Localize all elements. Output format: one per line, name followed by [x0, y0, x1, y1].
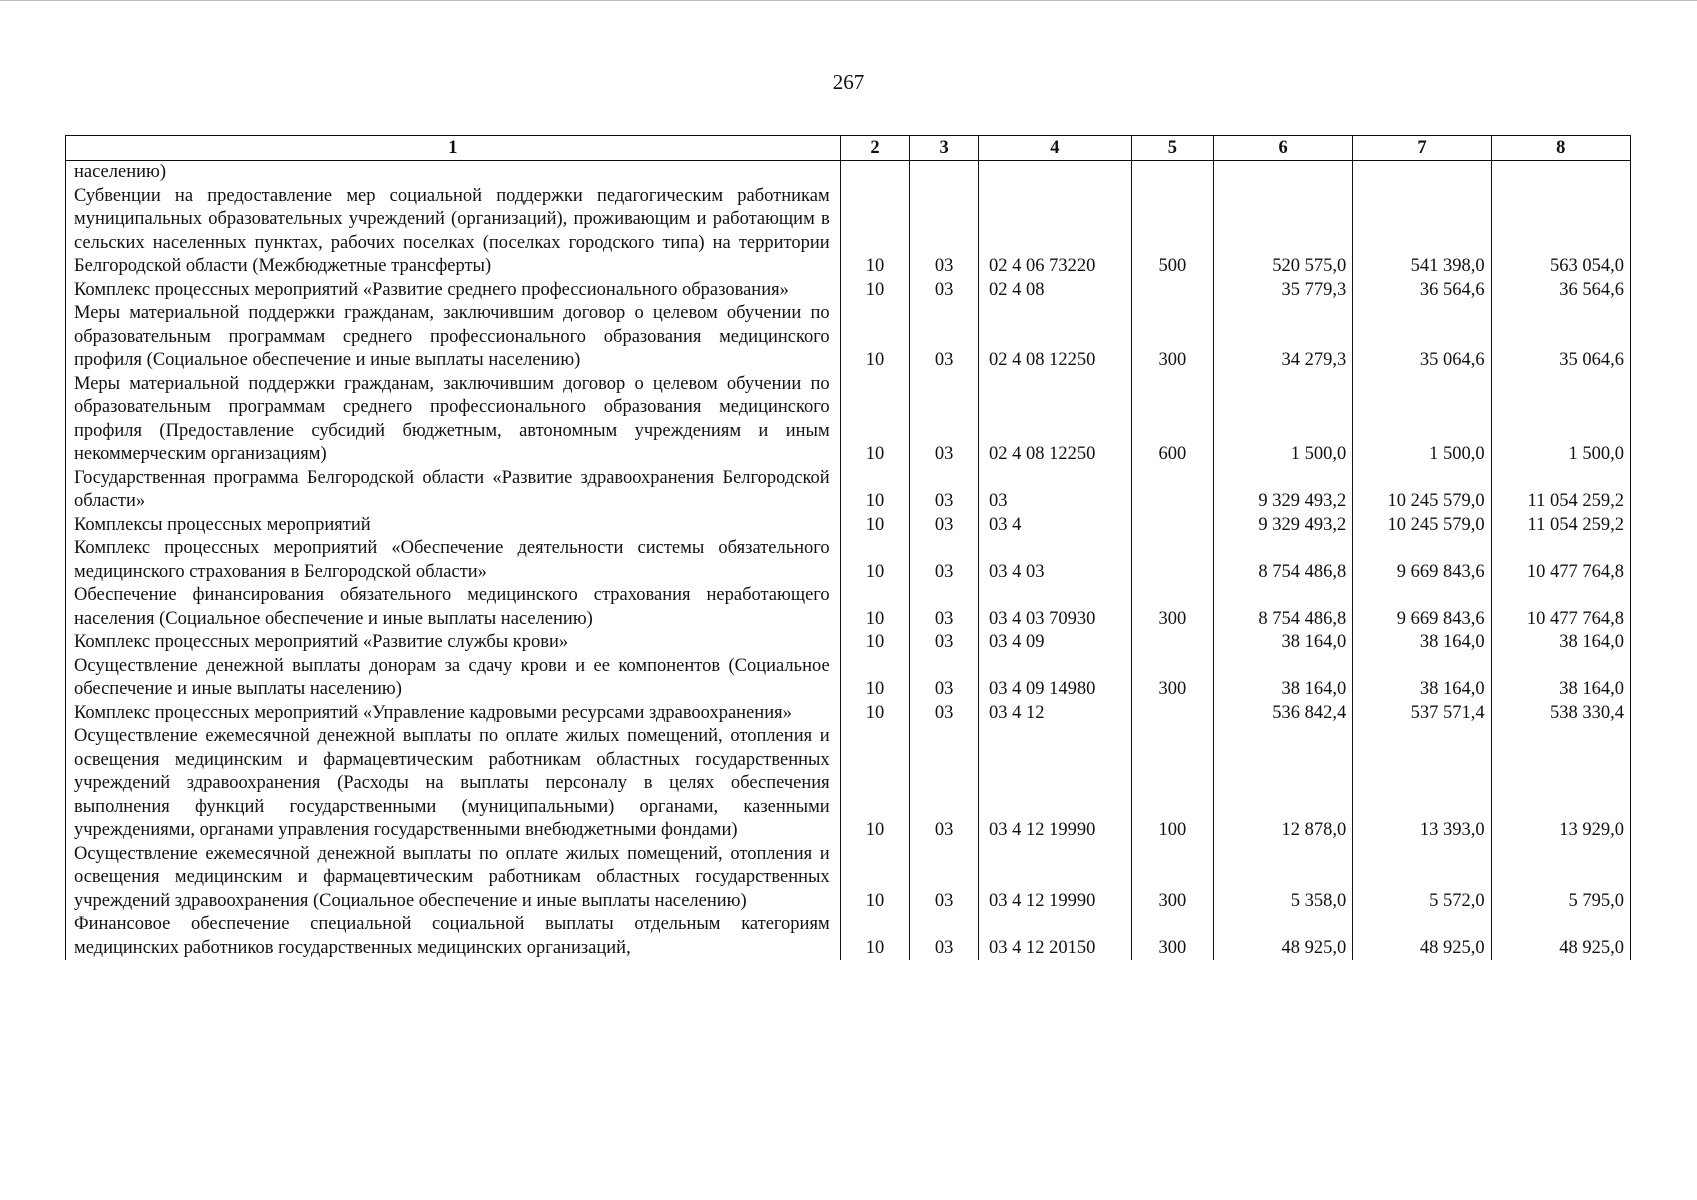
subsection-code: 03 [910, 702, 979, 726]
amount-year-1: 9 329 493,2 [1213, 514, 1352, 538]
subsection-code [910, 161, 979, 185]
section-code: 10 [840, 373, 910, 467]
table-row [66, 373, 1631, 467]
table-body [66, 161, 1631, 961]
amount-year-3 [1491, 161, 1630, 185]
target-article-code: 02 4 08 12250 [978, 373, 1131, 467]
subsection-code: 03 [910, 302, 979, 373]
amount-year-3: 48 925,0 [1491, 913, 1630, 960]
amount-year-2 [1353, 161, 1491, 185]
row-description: Финансовое обеспечение специальной социальной выплаты отдельным категориям медицинских работников государственных медицинских организаций, [66, 913, 841, 960]
amount-year-1: 8 754 486,8 [1213, 537, 1352, 584]
column-header: 1 [66, 136, 841, 161]
header-row [66, 136, 1631, 161]
table-row [66, 302, 1631, 373]
target-article-code [978, 161, 1131, 185]
row-description: Комплекс процессных мероприятий «Развитие среднего профессионального образования» [66, 279, 841, 303]
column-header: 3 [910, 136, 979, 161]
amount-year-3: 11 054 259,2 [1491, 514, 1630, 538]
table-row [66, 514, 1631, 538]
subsection-code: 03 [910, 843, 979, 914]
table-row [66, 702, 1631, 726]
target-article-code: 02 4 06 73220 [978, 185, 1131, 279]
section-code: 10 [840, 631, 910, 655]
budget-table [65, 135, 1631, 960]
subsection-code: 03 [910, 514, 979, 538]
table-row [66, 537, 1631, 584]
target-article-code: 03 4 12 [978, 702, 1131, 726]
target-article-code: 03 4 09 14980 [978, 655, 1131, 702]
section-code: 10 [840, 843, 910, 914]
section-code: 10 [840, 514, 910, 538]
amount-year-1 [1213, 161, 1352, 185]
amount-year-1: 34 279,3 [1213, 302, 1352, 373]
subsection-code: 03 [910, 537, 979, 584]
amount-year-3: 13 929,0 [1491, 725, 1630, 843]
row-description: Обеспечение финансирования обязательного медицинского страхования неработающего населения (Социальное обеспечение и иные выплаты населению) [66, 584, 841, 631]
amount-year-3: 10 477 764,8 [1491, 537, 1630, 584]
amount-year-2: 541 398,0 [1353, 185, 1491, 279]
section-code: 10 [840, 725, 910, 843]
target-article-code: 03 4 09 [978, 631, 1131, 655]
table-row [66, 467, 1631, 514]
page-number: 267 [832, 70, 865, 94]
target-article-code: 02 4 08 12250 [978, 302, 1131, 373]
section-code: 10 [840, 655, 910, 702]
subsection-code: 03 [910, 185, 979, 279]
row-description: Комплекс процессных мероприятий «Обеспечение деятельности системы обязательного медицинского страхования в Белгородской области» [66, 537, 841, 584]
row-description: Субвенции на предоставление мер социальной поддержки педагогическим работникам муниципальных образовательных учреждений (организаций), проживающим и работающим в сельских населенных пунктах, рабочих поселках (поселках городского типа) на территории Белгородской области (Межбюджетные трансферты) [66, 185, 841, 279]
row-description: Комплекс процессных мероприятий «Развитие службы крови» [66, 631, 841, 655]
amount-year-1: 5 358,0 [1213, 843, 1352, 914]
amount-year-2: 38 164,0 [1353, 655, 1491, 702]
amount-year-2: 35 064,6 [1353, 302, 1491, 373]
expense-type-code: 500 [1131, 185, 1213, 279]
target-article-code: 03 4 12 19990 [978, 843, 1131, 914]
amount-year-3: 538 330,4 [1491, 702, 1630, 726]
column-header: 5 [1131, 136, 1213, 161]
subsection-code: 03 [910, 655, 979, 702]
section-code: 10 [840, 279, 910, 303]
amount-year-1: 9 329 493,2 [1213, 467, 1352, 514]
section-code: 10 [840, 185, 910, 279]
amount-year-3: 38 164,0 [1491, 631, 1630, 655]
table-row [66, 655, 1631, 702]
target-article-code: 03 [978, 467, 1131, 514]
table-row [66, 725, 1631, 843]
expense-type-code [1131, 161, 1213, 185]
expense-type-code [1131, 537, 1213, 584]
subsection-code: 03 [910, 279, 979, 303]
row-description: Осуществление денежной выплаты донорам за сдачу крови и ее компонентов (Социальное обеспечение и иные выплаты населению) [66, 655, 841, 702]
expense-type-code: 300 [1131, 584, 1213, 631]
target-article-code: 02 4 08 [978, 279, 1131, 303]
amount-year-2: 10 245 579,0 [1353, 514, 1491, 538]
amount-year-2: 13 393,0 [1353, 725, 1491, 843]
section-code: 10 [840, 467, 910, 514]
amount-year-3: 36 564,6 [1491, 279, 1630, 303]
amount-year-1: 12 878,0 [1213, 725, 1352, 843]
subsection-code: 03 [910, 631, 979, 655]
amount-year-1: 38 164,0 [1213, 655, 1352, 702]
expense-type-code: 300 [1131, 913, 1213, 960]
amount-year-1: 8 754 486,8 [1213, 584, 1352, 631]
row-description: Комплекс процессных мероприятий «Управление кадровыми ресурсами здравоохранения» [66, 702, 841, 726]
table-row [66, 631, 1631, 655]
section-code: 10 [840, 702, 910, 726]
table-row [66, 913, 1631, 960]
page-top-edge [0, 0, 1697, 1]
target-article-code: 03 4 12 20150 [978, 913, 1131, 960]
row-description: Комплексы процессных мероприятий [66, 514, 841, 538]
section-code: 10 [840, 302, 910, 373]
amount-year-2: 1 500,0 [1353, 373, 1491, 467]
section-code: 10 [840, 537, 910, 584]
amount-year-2: 36 564,6 [1353, 279, 1491, 303]
column-header: 7 [1353, 136, 1491, 161]
section-code [840, 161, 910, 185]
expense-type-code: 100 [1131, 725, 1213, 843]
column-header: 2 [840, 136, 910, 161]
table-row [66, 279, 1631, 303]
table-row [66, 161, 1631, 185]
amount-year-2: 9 669 843,6 [1353, 537, 1491, 584]
amount-year-3: 5 795,0 [1491, 843, 1630, 914]
amount-year-3: 38 164,0 [1491, 655, 1630, 702]
amount-year-1: 35 779,3 [1213, 279, 1352, 303]
expense-type-code [1131, 279, 1213, 303]
table-row [66, 185, 1631, 279]
section-code: 10 [840, 584, 910, 631]
amount-year-3: 35 064,6 [1491, 302, 1630, 373]
subsection-code: 03 [910, 373, 979, 467]
expense-type-code: 300 [1131, 843, 1213, 914]
amount-year-3: 11 054 259,2 [1491, 467, 1630, 514]
amount-year-2: 5 572,0 [1353, 843, 1491, 914]
expense-type-code [1131, 467, 1213, 514]
expense-type-code: 300 [1131, 302, 1213, 373]
table-row [66, 843, 1631, 914]
expense-type-code [1131, 631, 1213, 655]
amount-year-1: 48 925,0 [1213, 913, 1352, 960]
amount-year-3: 10 477 764,8 [1491, 584, 1630, 631]
amount-year-2: 537 571,4 [1353, 702, 1491, 726]
row-description: Государственная программа Белгородской области «Развитие здравоохранения Белгородской области» [66, 467, 841, 514]
amount-year-3: 563 054,0 [1491, 185, 1630, 279]
subsection-code: 03 [910, 467, 979, 514]
target-article-code: 03 4 03 [978, 537, 1131, 584]
amount-year-2: 10 245 579,0 [1353, 467, 1491, 514]
column-header: 4 [978, 136, 1131, 161]
target-article-code: 03 4 [978, 514, 1131, 538]
row-description: Осуществление ежемесячной денежной выплаты по оплате жилых помещений, отопления и освещения медицинским и фармацевтическим работникам областных государственных учреждений здравоохранения (Расходы на выплаты персоналу в целях обеспечения выполнения функций государственными (муниципальными) органами, казенными учреждениями, органами управления государственными внебюджетными фондами) [66, 725, 841, 843]
amount-year-1: 520 575,0 [1213, 185, 1352, 279]
amount-year-1: 1 500,0 [1213, 373, 1352, 467]
expense-type-code [1131, 702, 1213, 726]
row-description: Меры материальной поддержки гражданам, заключившим договор о целевом обучении по образовательным программам среднего профессионального образования медицинского профиля (Социальное обеспечение и иные выплаты населению) [66, 302, 841, 373]
amount-year-2: 38 164,0 [1353, 631, 1491, 655]
amount-year-2: 48 925,0 [1353, 913, 1491, 960]
row-description: Осуществление ежемесячной денежной выплаты по оплате жилых помещений, отопления и освещения медицинским и фармацевтическим работникам областных государственных учреждений здравоохранения (Социальное обеспечение и иные выплаты населению) [66, 843, 841, 914]
target-article-code: 03 4 03 70930 [978, 584, 1131, 631]
row-description: Меры материальной поддержки гражданам, заключившим договор о целевом обучении по образовательным программам среднего профессионального образования медицинского профиля (Предоставление субсидий бюджетным, автономным учреждениям и иным некоммерческим организациям) [66, 373, 841, 467]
amount-year-2: 9 669 843,6 [1353, 584, 1491, 631]
amount-year-1: 38 164,0 [1213, 631, 1352, 655]
subsection-code: 03 [910, 584, 979, 631]
target-article-code: 03 4 12 19990 [978, 725, 1131, 843]
section-code: 10 [840, 913, 910, 960]
row-description: населению) [66, 161, 841, 185]
column-header: 8 [1491, 136, 1630, 161]
column-header: 6 [1213, 136, 1352, 161]
amount-year-3: 1 500,0 [1491, 373, 1630, 467]
amount-year-1: 536 842,4 [1213, 702, 1352, 726]
expense-type-code: 600 [1131, 373, 1213, 467]
expense-type-code: 300 [1131, 655, 1213, 702]
expense-type-code [1131, 514, 1213, 538]
subsection-code: 03 [910, 913, 979, 960]
table-row [66, 584, 1631, 631]
subsection-code: 03 [910, 725, 979, 843]
